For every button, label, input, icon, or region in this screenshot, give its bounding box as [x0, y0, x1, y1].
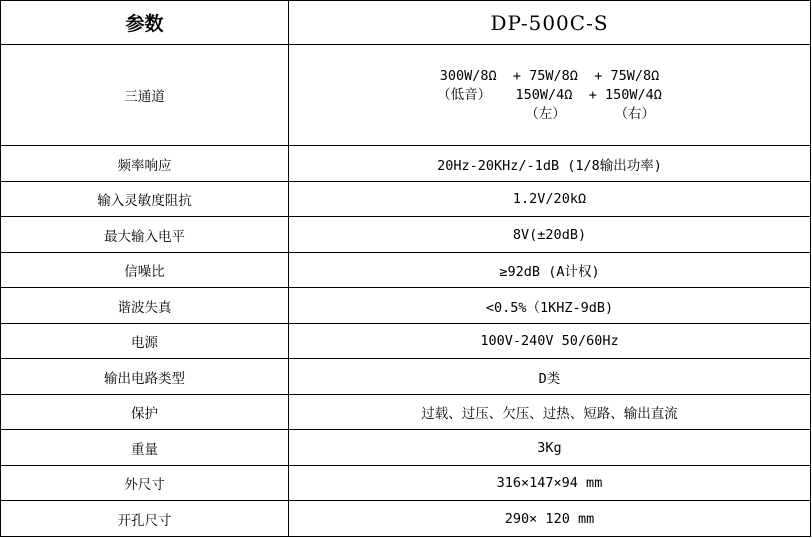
model-header: DP-500C-S: [289, 1, 811, 45]
row-label: 开孔尺寸: [1, 501, 289, 537]
row-label: 电源: [1, 323, 289, 359]
table-row: [1, 394, 811, 430]
row-label: 输入灵敏度阻抗: [1, 181, 289, 217]
row-value: 290× 120 mm: [289, 501, 811, 537]
table-row: [1, 181, 811, 217]
table-row: [1, 323, 811, 359]
header-row: [1, 1, 811, 45]
row-label: 输出电路类型: [1, 359, 289, 395]
row-value: 316×147×94 mm: [289, 465, 811, 501]
row-label: 最大输入电平: [1, 217, 289, 253]
channels-line-2: （低音） 150W/4Ω + 150W/4Ω: [437, 86, 662, 103]
table-row: [1, 430, 811, 466]
row-value: 20Hz-20KHz/-1dB (1/8输出功率): [289, 146, 811, 182]
row-value: 3Kg: [289, 430, 811, 466]
channels-line-1: 300W/8Ω + 75W/8Ω + 75W/8Ω: [439, 67, 660, 84]
row-value: D类: [289, 359, 811, 395]
param-header: 参数: [1, 1, 289, 45]
table-row: [1, 252, 811, 288]
table-row: [1, 465, 811, 501]
row-label: 三通道: [1, 45, 289, 146]
table-row: [1, 359, 811, 395]
row-value: ≥92dB (A计权): [289, 252, 811, 288]
row-label: 信噪比: [1, 252, 289, 288]
row-value: 1.2V/20kΩ: [289, 181, 811, 217]
row-value: 过载、过压、欠压、过热、短路、输出直流: [289, 394, 811, 430]
row-value: <0.5%（1KHZ-9dB): [289, 288, 811, 324]
row-label: 外尺寸: [1, 465, 289, 501]
table-row: [1, 146, 811, 182]
table-row: [1, 501, 811, 537]
table-row: [1, 288, 811, 324]
row-value: 8V(±20dB): [289, 217, 811, 253]
row-label: 频率响应: [1, 146, 289, 182]
row-value: 100V-240V 50/60Hz: [289, 323, 811, 359]
table-row-channels: [1, 45, 811, 146]
row-label: 谐波失真: [1, 288, 289, 324]
channels-value: [289, 45, 811, 146]
row-label: 重量: [1, 430, 289, 466]
row-label: 保护: [1, 394, 289, 430]
table-row: [1, 217, 811, 253]
channels-line-3: （左） （右）: [443, 105, 656, 122]
